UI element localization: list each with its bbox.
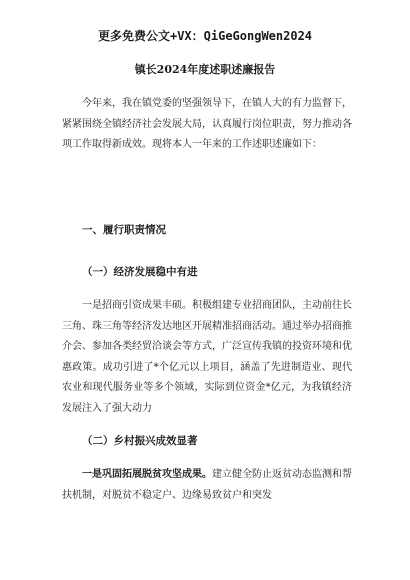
economy-paragraph: 一是招商引资成果丰硕。积极组建专业招商团队，主动前往长三角、珠三角等经济发达地区开展精准招商活动。通过举办招商推介会、参加各类经贸洽谈会等方式，广泛宣传我镇的投资环境和优惠政策。成功引进了*个亿元以上项目，涵盖了先进制造业、现代农业和现代服务业等多个领域，实际到位资金*亿元，为我镇经济发展注入了强大动力 [62, 300, 352, 414]
rural-paragraph-text: 建立健全防止返贫动态监测和帮扶机制，对脱贫不稳定户、边缘易致贫户和突发 [62, 469, 352, 501]
rural-paragraph-lead: 一是巩固拓展脱贫攻坚成果。 [82, 469, 212, 480]
subsection-heading-rural: （二）乡村振兴成效显著 [82, 435, 198, 447]
document-title: 镇长2024年度述职述廉报告 [134, 63, 276, 76]
section-heading: 一、履行职责情况 [82, 224, 166, 236]
intro-paragraph: 今年来，我在镇党委的坚强领导下，在镇人大的有力监督下，紧紧围绕全镇经济社会发展大局，认真履行岗位职责，努力推动各项工作取得新成效。现将本人一年来的工作述职述廉如下： [62, 98, 352, 150]
rural-paragraph [62, 465, 352, 506]
promo-banner: 更多免费公文+VX：QiGeGongWen2024 [97, 29, 313, 43]
subsection-heading-economy: （一）经济发展稳中有进 [82, 266, 198, 278]
